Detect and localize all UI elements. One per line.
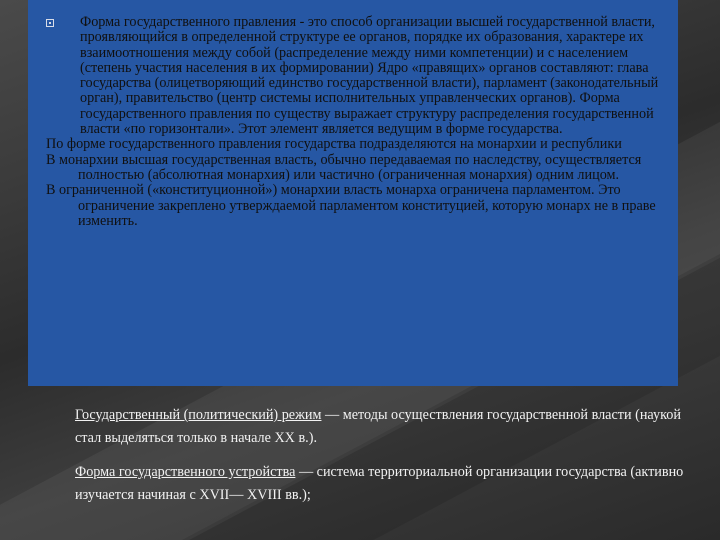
regime-text: — методы осуществления государственной власти (наукой стал выделяться только в начале XX в.). [75,407,681,446]
regime-link[interactable]: Государственный (политический) режим [75,407,322,423]
paragraph-form-types: По форме государственного правления государства подразделяются на монархии и республики [46,136,622,153]
regime-definition [75,404,695,449]
structure-link[interactable]: Форма государственного устройства [75,464,296,480]
bullet-paragraph [46,15,668,137]
paragraph-limited-monarchy: В ограниченной («конституционной») монархии власть монарха ограничена парламентом. Это ограничение закреплено утверждаемой парламентом конституцией, которую монарх не в праве изменить. [46,182,656,229]
structure-text: — система территориальной организации государства (активно изучается начиная с XVII— XVIII вв.); [75,464,684,503]
lower-text-block [75,404,695,518]
structure-definition [75,461,695,506]
square-bullet-icon [46,19,54,27]
content-panel [28,0,678,386]
bullet-paragraph-text: Форма государственного правления - это способ организации высшей государственной власти, проявляющийся в определенной структуре ее органов, порядке их образования, характере их взаимоотношения между собой (распределение между ними компетенции) и с населением (степень участия населения в их формировании) Ядро «правящих» органов составляют: глава государства (олицетворяющий единство государственной власти), парламент (законодательный орган), правительство (центр системы исполнительных управленческих органов). Форма государственного правления по существу выражает структуру распределения государственной власти «по горизонтали». Этот элемент является ведущим в форме государства. [80,14,659,138]
paragraph-monarchy: В монархии высшая государственная власть, обычно передаваемая по наследству, осуществляется полностью (абсолютная монархия) или частично (ограниченная монархия) одним лицом. [46,151,642,183]
